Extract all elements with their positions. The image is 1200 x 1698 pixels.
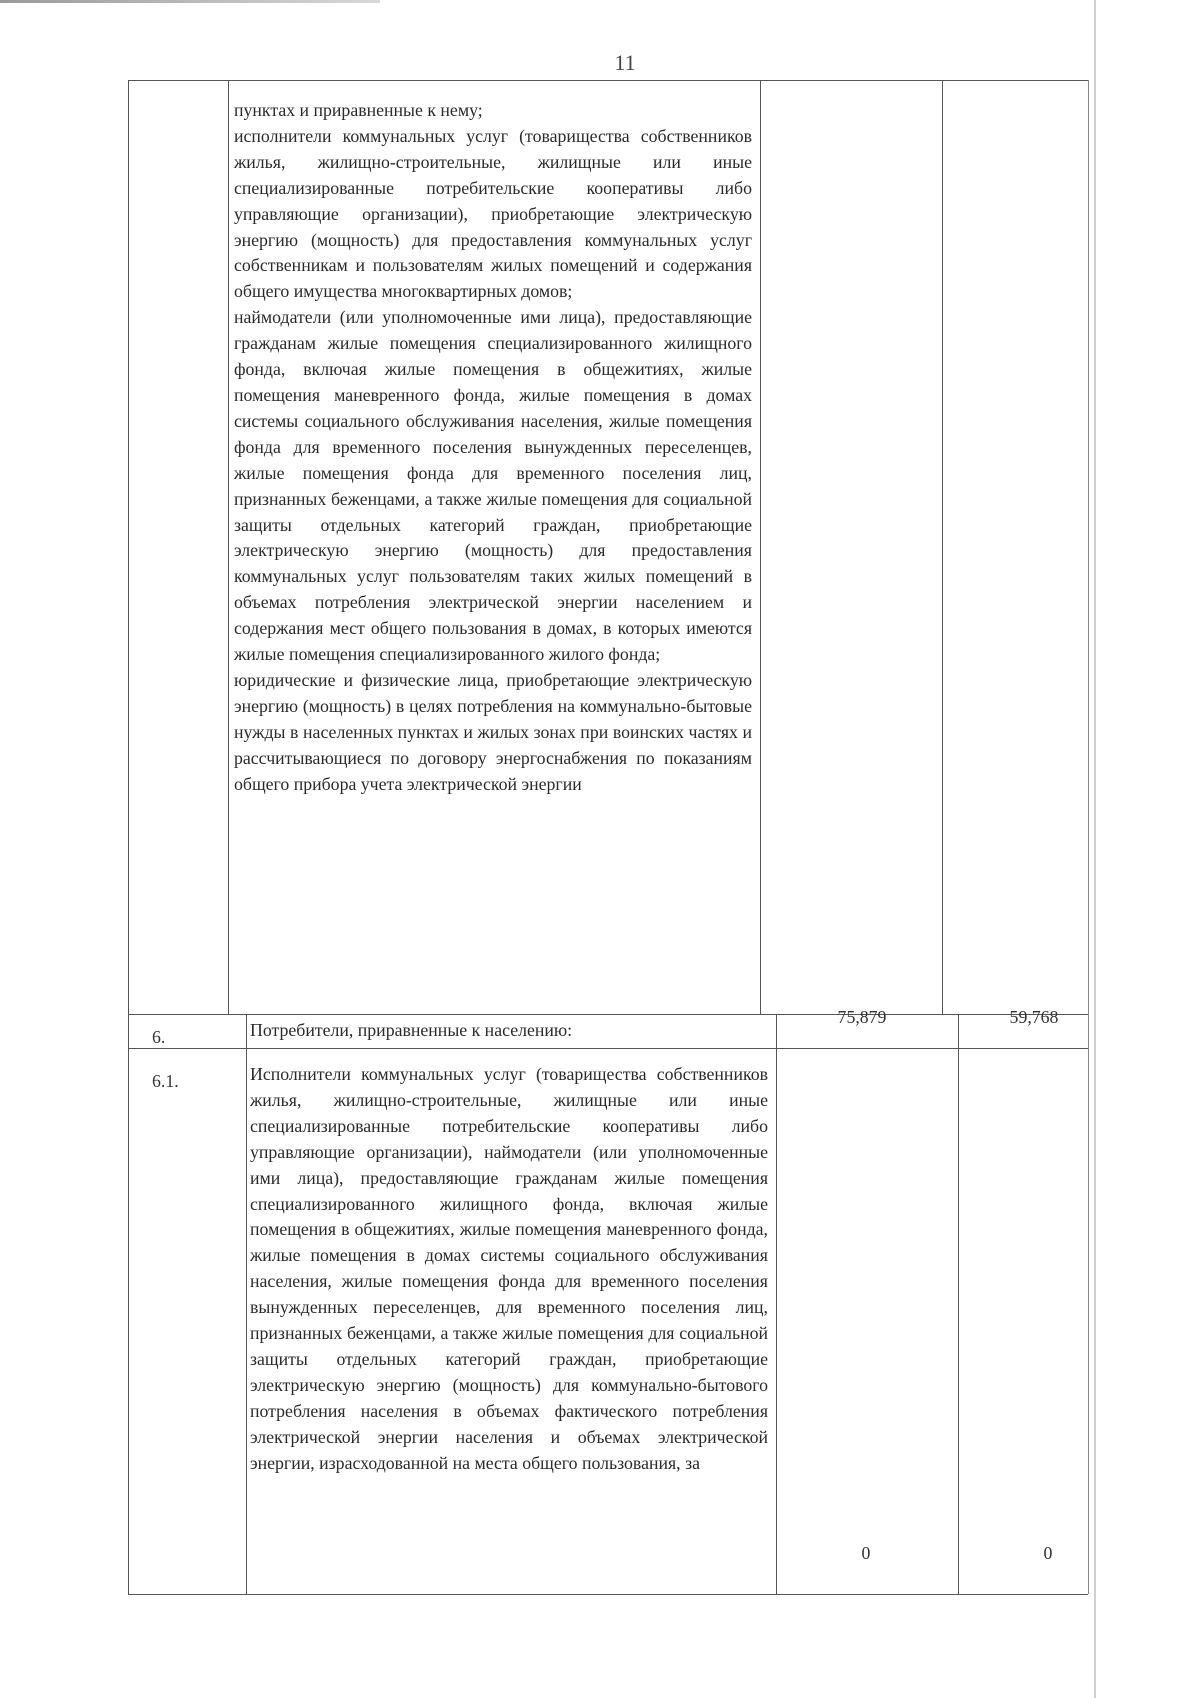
table-right-border: [1088, 80, 1089, 1594]
cell-paragraph: наймодатели (или уполномоченные ими лица), предоставляющие гражданам жилые помещения специализированного жилищного фонда, включая жилые помещения в общежитиях, жилые помещения маневренного фонда, жилые помещения в домах системы социального обслуживания населения, жилые помещения фонда для временного поселения вынужденных переселенцев, жилые помещения фонда для временного поселения лиц, признанных беженцами, а также жилые помещения для социальной защиты отдельных категорий граждан, приобретающие электрическую энергию (мощность) для предоставления коммунальных услуг пользователям таких жилых помещений в объемах потребления электрической энергии населением и содержания мест общего пользования в домах, в которых имеются жилые помещения специализированного жилого фонда;: [234, 307, 752, 665]
column-divider: [228, 80, 229, 1014]
table-top-border: [128, 80, 1088, 81]
row-divider: [128, 1048, 1088, 1049]
cell-paragraph: Исполнители коммунальных услуг (товарищества собственников жилья, жилищно-строительные, жилищные или иные специализированные потребительские кооперативы либо управляющие организации), наймодатели (или уполномоченные ими лица), предоставляющие гражданам жилые помещения специализированного жилищного фонда, включая жилые помещения в общежитиях, жилые помещения маневренного фонда, жилые помещения в домах системы социального обслуживания населения, жилые помещения фонда для временного поселения вынужденных переселенцев, для временного поселения лиц, признанных беженцами, а также жилые помещения для социальной защиты отдельных категорий граждан, приобретающие электрическую энергию (мощность) для коммунально-бытового потребления населения в объемах фактического потребления электрической энергии населения и объемах электрической энергии, израсходованной на места общего пользования, за: [250, 1064, 768, 1473]
value-cell: 0: [1043, 1543, 1053, 1563]
column-divider: [958, 1014, 959, 1594]
cell-paragraph: исполнители коммунальных услуг (товарищества собственников жилья, жилищно-строительные, жилищные или иные специализированные потребительские кооперативы либо управляющие организации), приобретающие электрическую энергию (мощность) для предоставления коммунальных услуг собственникам и пользователям жилых помещений и содержания общего имущества многоквартирных домов;: [234, 125, 752, 302]
column-divider: [246, 1014, 247, 1594]
cell-paragraph: юридические и физические лица, приобретающие электрическую энергию (мощность) в целях потребления на коммунально-бытовые нужды в населенных пунктах и жилых зонах при воинских частях и рассчитывающиеся по договору энергоснабжения по показаниям общего прибора учета электрической энергии: [234, 669, 752, 794]
cell-paragraph: пунктах и приравненные к нему;: [234, 100, 483, 120]
column-divider: [942, 80, 943, 1014]
cell-paragraph: Потребители, приравненные к населению:: [250, 1020, 573, 1040]
value-cell: 75,879: [837, 1007, 887, 1027]
row-number: 6.: [152, 1027, 166, 1047]
table-row: [250, 1018, 750, 1044]
page-number: 11: [614, 50, 636, 75]
column-divider: [776, 1014, 777, 1594]
value-cell: 0: [861, 1543, 871, 1563]
value-cell: 59,768: [1009, 1007, 1059, 1027]
row-number: 6.1.: [152, 1071, 179, 1091]
table-left-border: [128, 80, 129, 1594]
table-bottom-border: [128, 1594, 1088, 1595]
column-divider: [760, 80, 761, 1014]
table-row: [234, 98, 752, 797]
table-row: [250, 1062, 768, 1477]
